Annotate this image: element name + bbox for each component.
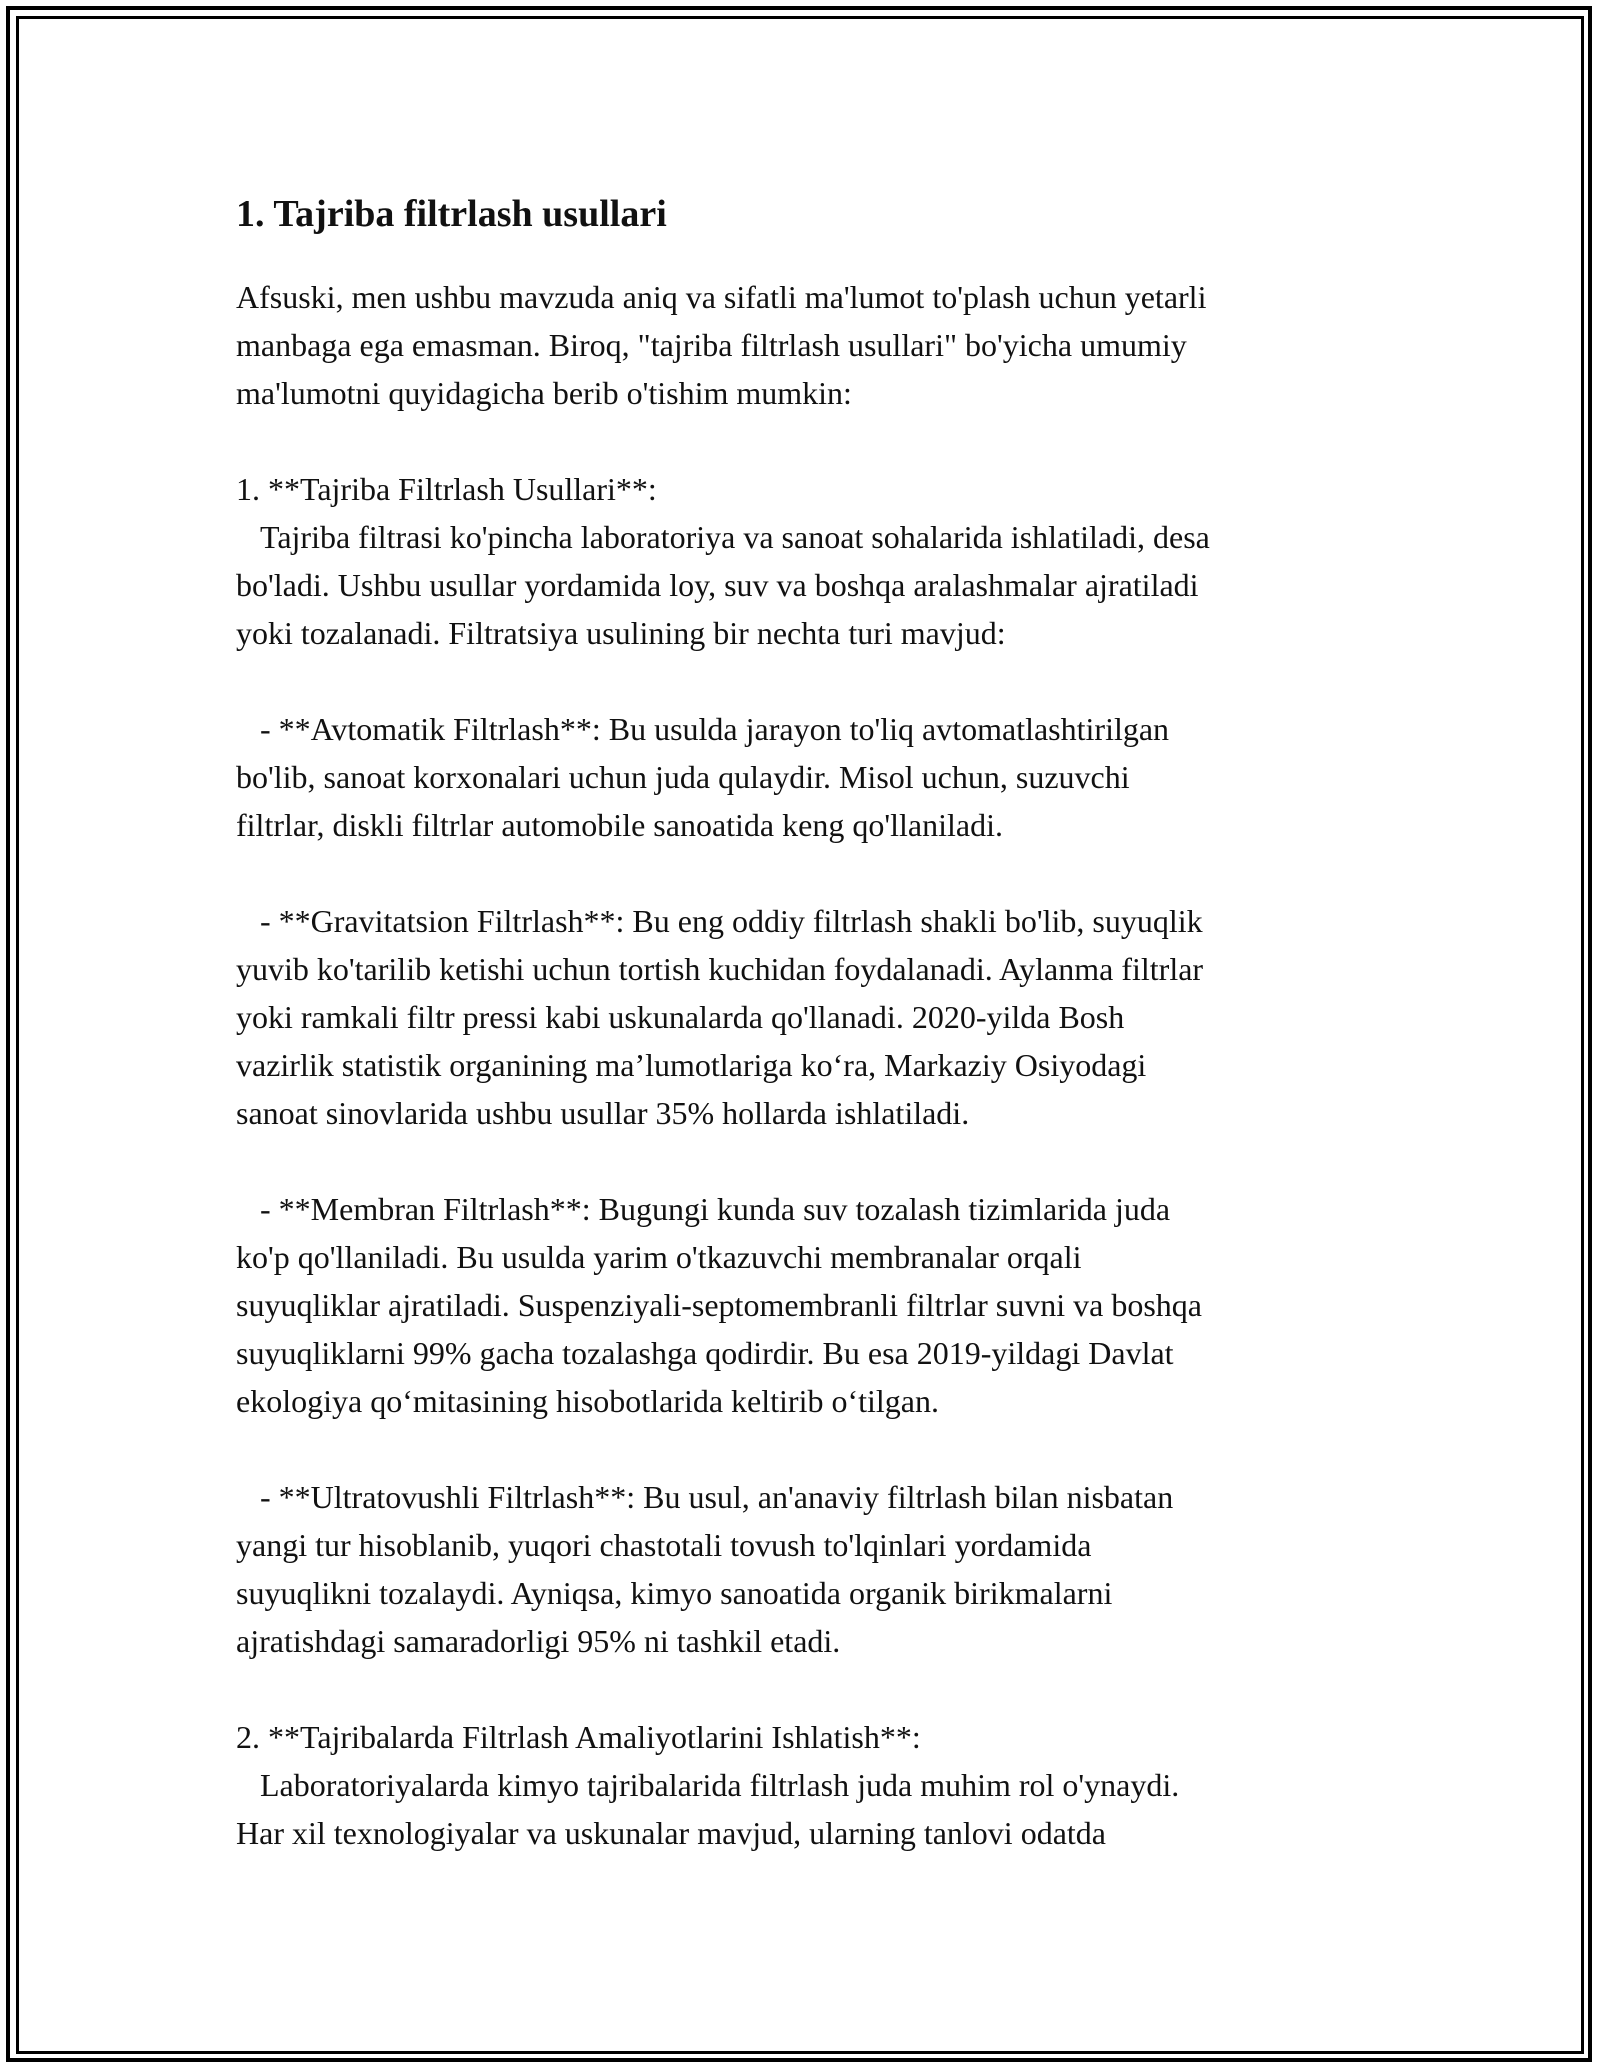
paragraph-gap [236,849,1376,897]
list-item-membran: - **Membran Filtrlash**: Bugungi kunda suv tozalash tizimlarida juda ko'p qo'llaniladi. Bu usulda yarim o'tkazuvchi membranalar orqali suyuqliklar ajratiladi. Suspenziyali-septomembranli filtrlar suvni va boshqa suyuqliklarni 99% gacha tozalashga qodirdir. Bu esa 2019-yildagi Davlat ekologiya qo‘mitasining hisobotlarida keltirib o‘tilgan. [236,1191,1202,1419]
paragraph-gap [236,1665,1376,1713]
document-title: 1. Tajriba filtrlash usullari [236,193,667,235]
list-item-ultratovushli: - **Ultratovushli Filtrlash**: Bu usul, an'anaviy filtrlash bilan nisbatan yangi tur hisoblanib, yuqori chastotali tovush to'lqinlari yordamida suyuqlikni tozalaydi. Ayniqsa, kimyo sanoatida organik birikmalarni ajratishdagi samaradorligi 95% ni tashkil etadi. [236,1479,1174,1659]
paragraph-gap [236,1425,1376,1473]
paragraph-gap [236,417,1376,465]
document-body [236,188,1376,1857]
list-item-avtomatik: - **Avtomatik Filtrlash**: Bu usulda jarayon to'liq avtomatlashtirilgan bo'lib, sanoat korxonalari uchun juda qulaydir. Misol uchun, suzuvchi filtrlar, diskli filtrlar automobile sanoatida keng qo'llaniladi. [236,711,1170,843]
intro-paragraph: Afsuski, men ushbu mavzuda aniq va sifatli ma'lumot to'plash uchun yetarli manbaga ega emasman. Biroq, "tajriba filtrlash usullari" bo'yicha umumiy ma'lumotni quyidagicha berib o'tishim mumkin: [236,279,1207,411]
section-2-paragraph: 2. **Tajribalarda Filtrlash Amaliyotlarini Ishlatish**: Laboratoriyalarda kimyo tajribalarida filtrlash juda muhim rol o'ynaydi. Har xil texnologiyalar va uskunalar mavjud, ularning tanlovi odatda [236,1719,1180,1851]
paragraph-gap [236,657,1376,705]
section-1-paragraph: 1. **Tajriba Filtrlash Usullari**: Tajriba filtrasi ko'pincha laboratoriya va sanoat sohalarida ishlatiladi, desa bo'ladi. Ushbu usullar yordamida loy, suv va boshqa aralashmalar ajratiladi yoki tozalanadi. Filtratsiya usulining bir nechta turi mavjud: [236,471,1210,651]
paragraph-gap [236,1137,1376,1185]
list-item-gravitatsion: - **Gravitatsion Filtrlash**: Bu eng oddiy filtrlash shakli bo'lib, suyuqlik yuvib ko'tarilib ketishi uchun tortish kuchidan foydalanadi. Aylanma filtrlar yoki ramkali filtr pressi kabi uskunalarda qo'llanadi. 2020-yilda Bosh vazirlik statistik organining ma’lumotlariga ko‘ra, Markaziy Osiyodagi sanoat sinovlarida ushbu usullar 35% hollarda ishlatiladi. [236,903,1204,1131]
